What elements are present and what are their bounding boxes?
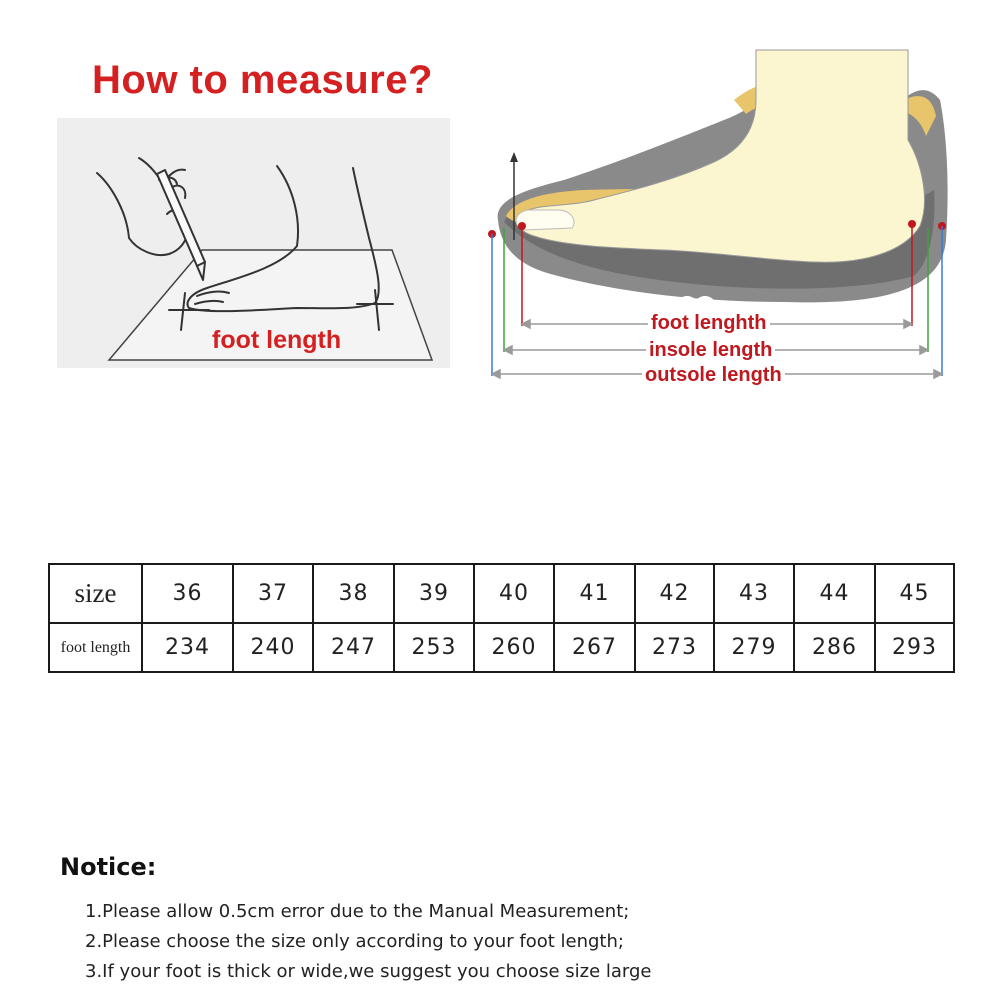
- row-label-foot-length: foot length: [49, 623, 142, 672]
- size-chart-table: [48, 563, 955, 673]
- table-row-size: [49, 564, 954, 623]
- row-label-size: size: [49, 564, 142, 623]
- notice-title: Notice:: [60, 853, 157, 881]
- foot-length-cell: 267: [554, 623, 635, 672]
- foot-length-label: foot lenghth: [648, 312, 770, 335]
- page-title: How to measure?: [92, 58, 433, 102]
- foot-length-cell: 293: [875, 623, 954, 672]
- size-cell: 37: [233, 564, 313, 623]
- foot-length-cell: 240: [233, 623, 313, 672]
- notice-item: 1.Please allow 0.5cm error due to the Manual Measurement;: [85, 901, 630, 922]
- foot-length-cell: 279: [714, 623, 794, 672]
- foot-length-cell: 247: [313, 623, 394, 672]
- notice-item: 3.If your foot is thick or wide,we suggest you choose size large: [85, 961, 652, 982]
- size-cell: 42: [635, 564, 714, 623]
- size-cell: 44: [794, 564, 875, 623]
- size-cell: 36: [142, 564, 233, 623]
- foot-length-caption: foot length: [212, 326, 342, 354]
- table-row-foot-length: [49, 623, 954, 672]
- size-cell: 41: [554, 564, 635, 623]
- foot-length-cell: 286: [794, 623, 875, 672]
- size-cell: 40: [474, 564, 554, 623]
- size-cell: 45: [875, 564, 954, 623]
- notice-list: [85, 899, 652, 989]
- foot-length-cell: 273: [635, 623, 714, 672]
- outsole-length-label: outsole length: [642, 364, 785, 387]
- foot-length-cell: 260: [474, 623, 554, 672]
- insole-length-label: insole length: [646, 339, 775, 362]
- size-cell: 38: [313, 564, 394, 623]
- foot-length-cell: 253: [394, 623, 474, 672]
- notice-item: 2.Please choose the size only according to your foot length;: [85, 931, 624, 952]
- size-cell: 43: [714, 564, 794, 623]
- size-cell: 39: [394, 564, 474, 623]
- foot-length-cell: 234: [142, 623, 233, 672]
